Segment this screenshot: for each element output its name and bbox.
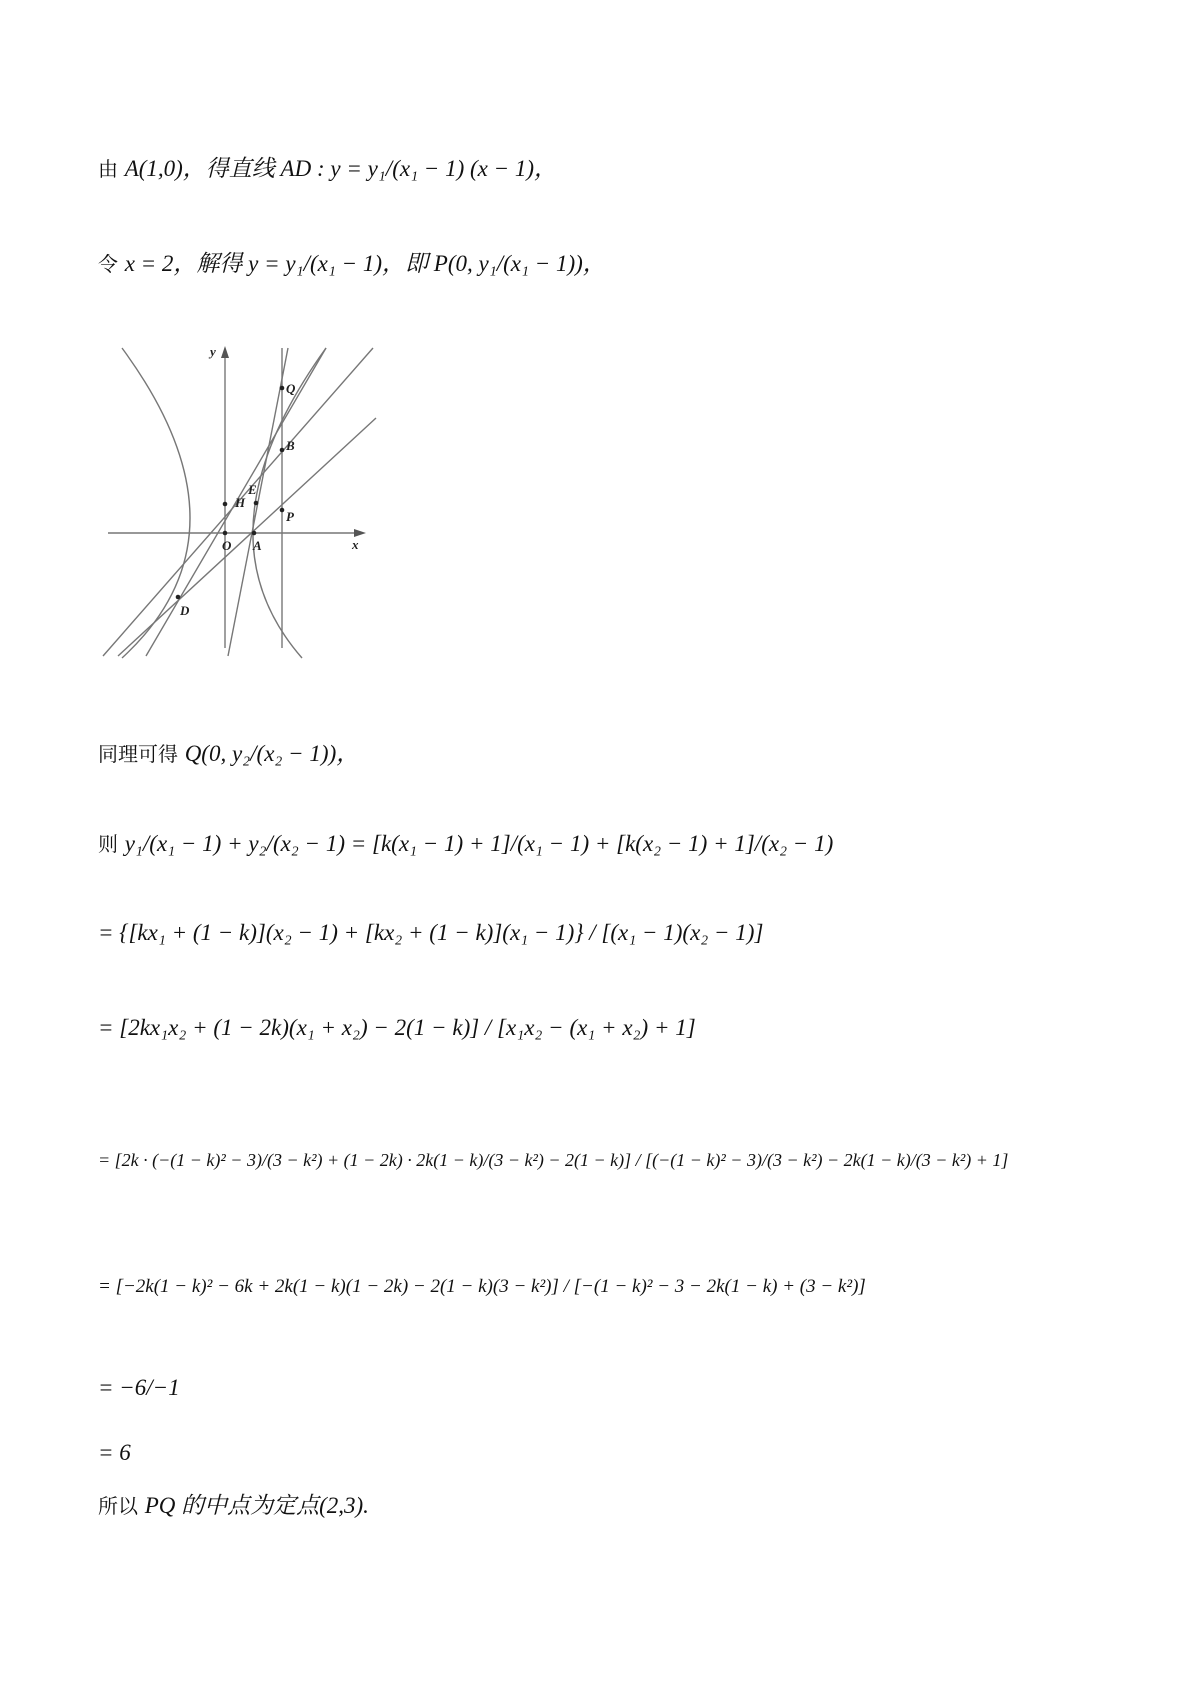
label-x: x (352, 537, 359, 552)
line-11-math: PQ 的中点为定点(2,3). (144, 1493, 369, 1518)
line-3-math: Q(0, y₂/(x₂ − 1))， (184, 741, 360, 766)
line-db (118, 418, 376, 656)
line-11-prefix: 所以 (98, 1494, 138, 1518)
line-3-prefix: 同理可得 (98, 742, 178, 766)
label-e: E (248, 482, 257, 497)
line-10 (98, 1440, 131, 1466)
point-h (254, 501, 259, 506)
label-y: y (210, 344, 216, 359)
line-8 (98, 1275, 866, 1298)
label-o: O (222, 538, 232, 553)
x-axis-arrow (354, 529, 366, 537)
line-4 (98, 828, 833, 857)
line-5 (98, 920, 763, 946)
point-d (176, 595, 181, 600)
point-q (280, 386, 285, 391)
point-p (280, 508, 285, 513)
line-7 (98, 1150, 1008, 1171)
line-6 (98, 1015, 696, 1041)
line-10-math: = 6 (98, 1440, 131, 1465)
line-1 (98, 150, 557, 183)
line-6-math: = [2kx₁x₂ + (1 − 2k)(x₁ + x₂) − 2(1 − k)] / [x₁x₂ − (x₁ + x₂) + 1] (98, 1015, 696, 1040)
line-2 (98, 245, 606, 278)
line-11 (98, 1487, 369, 1520)
line-5-math: = {[kx₁ + (1 − k)](x₂ − 1) + [kx₂ + (1 − k)](x₁ − 1)} / [(x₁ − 1)(x₂ − 1)] (98, 920, 764, 945)
point-y-marker (223, 502, 228, 507)
point-b (280, 448, 285, 453)
label-p: P (286, 509, 294, 524)
point-a (252, 531, 257, 536)
label-q: Q (286, 381, 296, 396)
line-9 (98, 1375, 180, 1401)
line-4-math: y₁/(x₁ − 1) + y₂/(x₂ − 1) = [k(x₁ − 1) + 1]/(x₁ − 1) + [k(x₂ − 1) + 1]/(x₂ − 1) (124, 831, 834, 856)
y-axis-arrow (221, 346, 229, 358)
line-1-prefix: 由 (98, 157, 118, 181)
line-8-math: = [−2k(1 − k)² − 6k + 2k(1 − k)(1 − 2k) − 2(1 − k)(3 − k²)] / [−(1 − k)² − 3 − 2k(1 − k) + (3 − k²)] (98, 1276, 866, 1297)
hyperbola-figure (98, 338, 408, 668)
label-h: H (235, 495, 246, 510)
label-a: A (253, 538, 262, 553)
point-o (223, 531, 228, 536)
line-2-math: x = 2，解得 y = y₁/(x₁ − 1)，即 P(0, y₁/(x₁ − 1))， (124, 251, 606, 276)
line-2-prefix: 令 (98, 252, 118, 276)
line-4-prefix: 则 (98, 832, 118, 856)
label-d: D (180, 603, 190, 618)
line-7-math: = [2k · (−(1 − k)² − 3)/(3 − k²) + (1 − 2k) · 2k(1 − k)/(3 − k²) − 2(1 − k)] / [(−(1 − k)² − 3)/(3 − k²) − 2k(1 − k)/(3 − k²) + 1] (98, 1150, 1009, 1170)
line-3 (98, 735, 359, 768)
label-b: B (286, 438, 295, 453)
line-1-math: A(1,0)，得直线 AD : y = y₁/(x₁ − 1) (x − 1)， (124, 156, 558, 181)
line-9-math: = −6/−1 (98, 1375, 180, 1400)
